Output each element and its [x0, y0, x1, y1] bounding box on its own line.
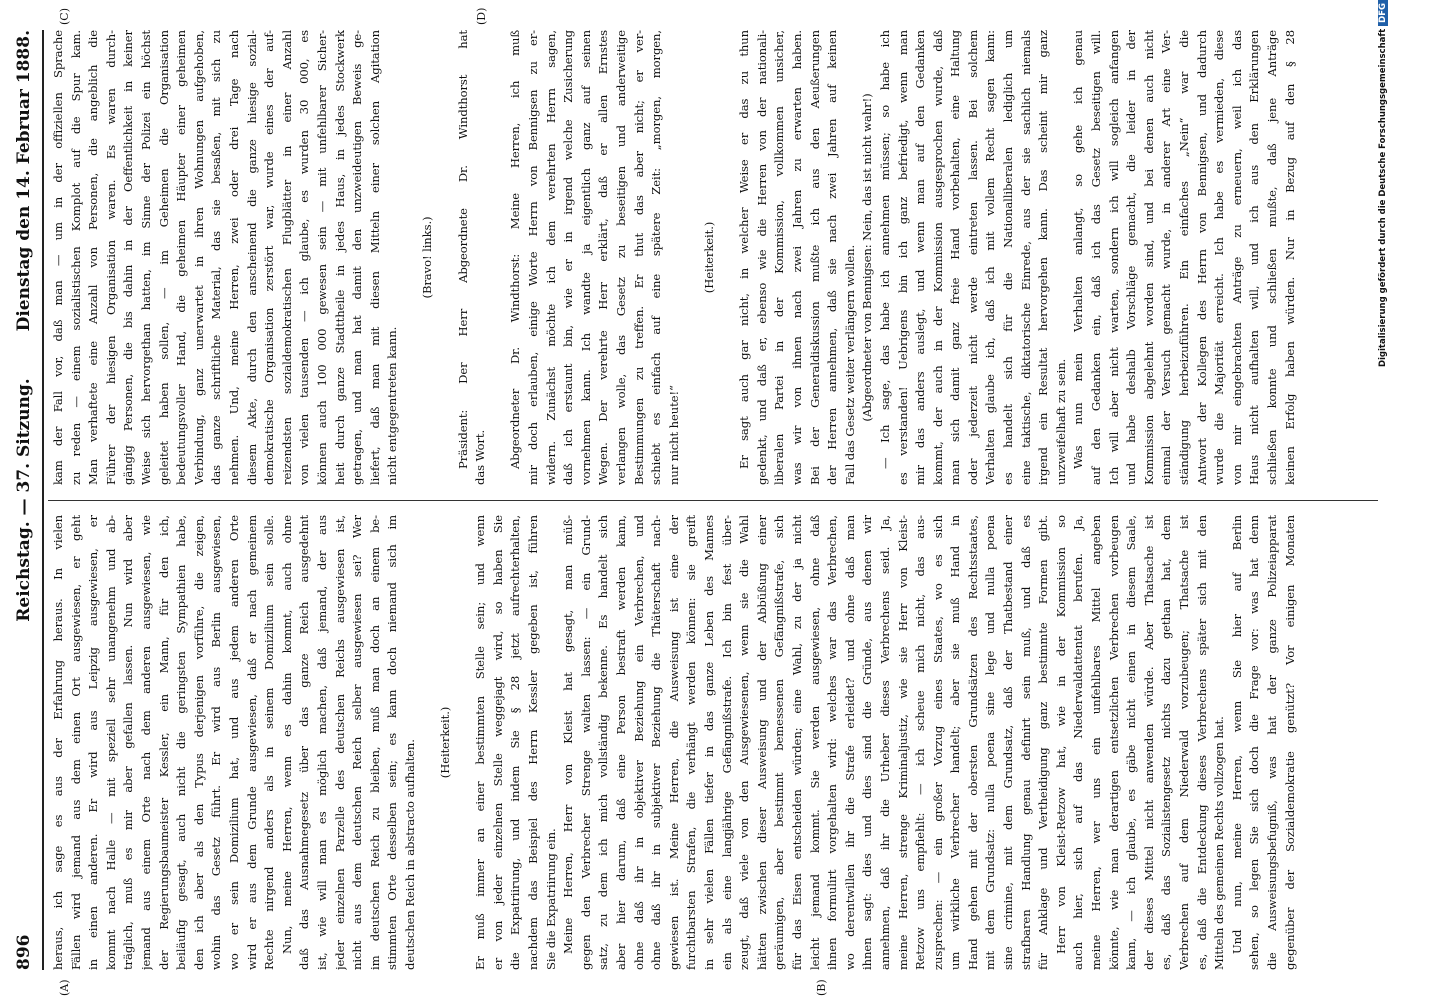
text-line: deutschen Reich in abstracto aufhalten. [402, 739, 417, 970]
text-line: meine Herren, strenge Kriminaljustiz, wie sie Herr von Kleist- [895, 515, 910, 970]
text-line: Mitteln des gemeinen Rechts vollzogen hat. [1212, 716, 1227, 970]
text-line: kam der Fall vor, daß man — um in der offiziellen Sprache [51, 30, 65, 485]
text-line: gängig Personen, die bis dahin in der Oeffentlichkeit in keiner [121, 30, 136, 485]
running-title: Reichstag. — 37. Sitzung. [14, 378, 34, 622]
text-line: für Anklage und Vertheidigung ganz bestimmte Formen gibt. [1036, 515, 1051, 970]
credit-text: Digitalisierung gefördert durch die Deutsche Forschungsgemeinschaft [1378, 28, 1388, 368]
text-line [683, 30, 701, 485]
text-line: von vielen tausenden — ich glaube, es wurden 30 000, es [297, 30, 312, 485]
text-line: Und nun, meine Herren, wenn Sie hier auf Berlin [1229, 515, 1244, 954]
text-line: es, daß die Entdeckung dieses Verbrechens später sich mit den [1194, 515, 1209, 970]
text-line: Verhalten glaube ich, daß ich mit vollem Recht sagen kann: [983, 30, 998, 485]
text-line: ihnen formulirt vorgehalten wird: welches war das Verbrechen, [825, 515, 840, 970]
text-line: Führer der hiesigen Organisation waren. Es waren durch- [103, 30, 118, 485]
text-line: wurde die Majorität erreicht. Ich habe es vermieden, diese [1212, 30, 1227, 485]
text-line: um wirkliche Verbrecher handelt; aber sie muß Hand in [948, 515, 963, 970]
margin-mark-b: (B) [815, 979, 828, 996]
text-line: Weise sich hervorgethan hatten, im Sinne der Polizei ein höchst [138, 30, 153, 485]
text-line: (Abgeordneter von Bennigsen: Nein, das ist nicht wahr!) [860, 93, 875, 422]
text-line: Nun, meine Herren, wenn es dahin kommt, auch ohne [279, 515, 294, 954]
text-line: liefert, daß man mit diesen Mitteln einer solchen Agitation [367, 30, 382, 485]
text-line: ist, wie will man es möglich machen, daß jemand, der aus [314, 515, 329, 970]
text-line: eine taktische, diktatorische Einrede, aus der sie sachlich niemals [1018, 30, 1033, 485]
text-line: oder jederzeit nicht werde eintreten lassen. Bei solchem [965, 30, 980, 485]
text-line: (Bravo! links.) [420, 216, 435, 299]
text-line: könnte, wie man derartigen entsetzlichen Verbrechen vorbeugen [1106, 515, 1121, 970]
text-line: Wegen. Der verehrte Herr erklärt, daß er allen Ernstes [596, 30, 611, 485]
text-line: Herr von Kleist-Retzow hat, wie in der Kommission so [1053, 515, 1068, 954]
text-line: die Expatriirung, und indem Sie § 28 jetzt aufrechterhalten, [508, 515, 523, 970]
text-line: Antwort der Kollegen des Herrn von Bennigsen, und dadurch [1194, 30, 1209, 485]
text-line: zeugt, daß viele von den Ausgewiesenen, wenn sie die Wahl [737, 515, 752, 970]
text-line: für das Eisen entscheiden würden; eine Wahl, zu der ja nicht [789, 515, 804, 970]
text-line: strafbaren Handlung genau definirt sein muß, und daß es [1018, 515, 1033, 970]
text-line: von mir eingebrachten Anträge zu erneuern, weil ich das [1229, 30, 1244, 485]
text-line: demokratische Organisation zerstört war, wurde eines der auf- [262, 30, 277, 485]
text-line: können auch 100 000 gewesen sein — mit unfehlbarer Sicher- [314, 30, 329, 485]
page-number: 896 [14, 934, 34, 970]
text-line: sehen, so legen Sie sich doch die Frage vor: was hat denn [1247, 515, 1262, 970]
text-line: Bestimmungen zu treffen. Er thut das aber nicht; er ver- [631, 30, 646, 485]
text-line: mir das anders auslegt, und wenn man auf den Gedanken [913, 30, 928, 485]
text-line: Verbindung, ganz unerwartet in ihren Wohnungen aufgehoben, [191, 30, 206, 485]
text-line: Fällen wird jemand aus dem einen Ort ausgewiesen, er geht [68, 515, 83, 970]
text-line: Bei der Generaldiskussion mußte ich aus den Aeußerungen [807, 30, 822, 485]
text-line: Verbrechen auf dem Niederwald vorzubeugen; Thatsache ist [1177, 515, 1191, 970]
text-line: jeder einzelnen Parzelle des deutschen Reichs ausgewiesen ist, [332, 515, 347, 970]
text-line: Abgeordneter Dr. Windthorst: Meine Herren, ich muß [508, 30, 523, 469]
text-line: nehmen. Und, meine Herren, zwei oder drei Tage nach [226, 30, 241, 485]
text-line: Meine Herren, Herr von Kleist hat gesagt, man müß- [561, 515, 576, 954]
text-line: wo derentwillen ihr die Strafe erleidet? und ohne daß man [842, 515, 857, 970]
text-line: satz, zu dem ich mich vollständig bekenne. Es handelt sich [596, 515, 611, 970]
text-line: irgend ein Resultat hervorgehen kann. Das scheint mir ganz [1036, 30, 1051, 485]
text-line: annehmen, daß ihr die Urheber dieses Verbrechens seid. Ja, [877, 515, 892, 970]
text-line: er von jeder einzelnen Stelle weggejagt wird, so haben Sie [490, 515, 505, 970]
text-line: stimmten Orte desselben sein; es kann doch niemand sich im [385, 515, 400, 970]
text-line: mir doch erlauben, einige Worte Herrn von Bennigsen zu er- [526, 30, 541, 485]
text-line: schließen konnte und schließen mußte, daß jene Anträge [1264, 30, 1279, 485]
left-column [50, 515, 1380, 970]
text-line: ohne daß ihr in subjektiver Beziehung die Thäterschaft nach- [649, 515, 664, 970]
text-line: gewiesen ist. Meine Herren, die Ausweisung ist eine der [666, 515, 681, 970]
text-line [455, 515, 473, 970]
text-line: gegen den Verbrecher Strenge walten lassen: — ein Grund- [578, 515, 593, 970]
text-line: gedenkt, und daß er, ebenso wie die Herren von der nationali- [754, 30, 769, 485]
margin-mark-c: (C) [58, 8, 71, 25]
text-line: — Ich sage, das habe ich annehmen müssen; so habe ich [877, 30, 892, 469]
text-line: das Wort. [473, 429, 488, 485]
text-line: leicht jemand kommt. Sie werden ausgewiesen, ohne daß [807, 515, 822, 970]
text-line: Er sagt auch gar nicht, in welcher Weise er das zu thun [737, 30, 752, 469]
text-line: auf den Gedanken ein, daß ich das Gesetz beseitigen will. [1089, 30, 1104, 485]
text-line [719, 30, 737, 485]
text-line: das ganze schriftliche Material, das sie besaßen, mit sich zu [209, 30, 224, 485]
column-divider [48, 500, 1378, 501]
text-line: die Ausweisungsbefugniß, was hat der ganze Polizeiapparat [1264, 515, 1279, 970]
text-line: daß ich erstaunt bin, wie er in irgend welche Zusicherung [561, 30, 576, 485]
session-date: Dienstag den 14. Februar 1888. [14, 30, 34, 332]
text-line: diesem Akte, durch den anscheinend die ganze hiesige sozial- [244, 30, 259, 485]
text-line: der dieses Mittel nicht anwenden würde. Aber Thatsache ist [1141, 515, 1156, 970]
text-line: Man verhaftete eine Anzahl von Personen, die angeblich die [86, 30, 101, 485]
text-line: wird er aus dem Grunde ausgewiesen, daß er nach gemeinem [244, 515, 259, 970]
text-line: gegenüber der Sozialdemokratie genützt? Vor einigen Monaten [1282, 515, 1297, 970]
dfg-logo: DFG [1378, 0, 1388, 26]
text-line: in einen anderen. Er wird aus Leipzig ausgewiesen, er [86, 515, 101, 970]
text-line: unzweifelhaft zu sein. [1053, 358, 1068, 485]
text-line: es, daß das Sozialistengesetz nichts dazu gethan hat, dem [1159, 515, 1174, 970]
header-rule [42, 30, 44, 970]
text-line: verlangen wolle, das Gesetz zu beseitigen und anderweitige [614, 30, 628, 485]
text-line: wo er sein Domizilium hat, und aus jedem anderen Orte [226, 515, 241, 970]
text-line: kommt nach Halle — mit speziell sehr unangenehm und ab- [103, 515, 118, 970]
text-line: schiebt es einfach auf eine spätere Zeit: „morgen, morgen, [649, 30, 664, 485]
digitization-credit [1378, 0, 1388, 400]
text-line: wohin das Gesetz führt. Er wird aus Berlin ausgewiesen, [209, 515, 224, 970]
text-line: jemand aus einem Orte nach dem anderen ausgewiesen, wie [138, 515, 153, 970]
text-line: getragen, und man hat damit den unzweideutigen Beweis ge- [350, 30, 365, 485]
text-line: und habe deshalb Vorschläge gemacht, die leider in der [1124, 30, 1139, 485]
text-line: ihnen sagt: dies und dies sind die Gründe, aus denen wir [860, 515, 875, 970]
text-line: einmal der Versuch gemacht wurde, in anderer Art eine Ver- [1159, 30, 1174, 485]
text-line: geleitet haben sollen, — im Geheimen die Organisation [156, 30, 171, 485]
text-line: ein als eine langjährige Gefängnißstrafe. Ich bin fest über- [719, 515, 734, 970]
text-line: es verstanden! Uebrigens bin ich ganz befriedigt, wenn man [895, 30, 910, 485]
text-line: nicht aus dem deutschen Reich selber ausgewiesen sei? Wer [350, 515, 365, 970]
text-line: Haus nicht aufhalten will, und ich aus den Erklärungen [1247, 30, 1262, 485]
text-line: furchtbarsten Strafen, die verhängt werden können: sie greift [684, 515, 699, 970]
text-line: Sie die Expatriirung ein. [543, 828, 558, 970]
text-line: aber hier darum, daß eine Person bestraft werden kann, [614, 515, 628, 970]
text-line: Fall das Gesetz weiter verlängern wollen. [842, 244, 857, 485]
text-line: der Regierungsbaumeister Kessler, ein Mann, für den ich, [156, 515, 171, 970]
text-line: Hand gehen mit der obersten Grundsätzen des Rechtsstaates, [965, 515, 980, 970]
margin-mark-a: (A) [58, 979, 71, 996]
text-line: mit dem Grundsatz: nulla poena sine lege und nulla poena [983, 515, 998, 970]
page-header [14, 30, 42, 970]
text-line: nicht entgegentreten kann. [385, 326, 400, 485]
text-line [490, 30, 508, 485]
text-line: bedeutungsvoller Hand, die geheimen Häupter einer geheimen [174, 30, 189, 485]
text-line: heraus, ich sage es aus der Erfahrung heraus. In vielen [51, 515, 65, 970]
text-line [437, 30, 455, 485]
text-line: vornehmen kann. Ich wandte ja eigentlich ganz auf seinen [578, 30, 593, 485]
text-line: zusprechen: — ein großer Vorzug eines Staates, wo es sich [930, 515, 945, 970]
margin-mark-d: (D) [475, 7, 488, 25]
text-line: der Herren annehmen, daß sie nach zwei Jahren auf keinen [825, 30, 840, 485]
text-line: Kommission abgelehnt worden sind, und bei denen auch nicht [1141, 30, 1156, 485]
text-line: sine crimine, mit dem Grundsatz, daß der Thatbestand einer [1001, 515, 1016, 970]
text-line: in sehr vielen Fällen tiefer in das ganze Leben des Mannes [701, 515, 716, 970]
text-line: kommt, der auch in der Kommission ausgesprochen wurde, daß [930, 30, 945, 485]
text-line: Retzow uns empfiehlt: — ich scheue mich nicht, das aus- [913, 515, 928, 970]
text-line: man sich damit ganz freie Hand vorbehalten, eine Haltung [948, 30, 963, 485]
text-line: (Heiterkeit.) [438, 706, 453, 779]
text-line: meine Herren, wer uns ein unfehlbares Mittel angeben [1089, 515, 1104, 970]
text-line: Rechte nirgend anders als in seinem Domizilium sein solle. [262, 515, 277, 970]
text-line: (Heiterkeit.) [701, 221, 716, 294]
text-line: daß das Ausnahmegesetz über das ganze Reich ausgedehnt [297, 515, 312, 970]
right-column [50, 30, 1380, 485]
text-line [402, 30, 420, 485]
text-line: ohne daß ihr in objektiver Beziehung ein Verbrechen, und [631, 515, 646, 970]
text-line: im deutschen Reich zu bleiben, muß man doch an einem be- [367, 515, 382, 970]
text-line: Was nun mein Verhalten anlangt, so gehe ich genau [1071, 30, 1086, 469]
text-line: hätten zwischen dieser Ausweisung und der Abbüßung einer [754, 515, 769, 970]
text-line: keinen Erfolg haben würden. Nur in Bezug auf den § 28 [1282, 30, 1297, 485]
text-line: Präsident: Der Herr Abgeordnete Dr. Windthorst hat [455, 30, 470, 469]
text-line: widern. Zunächst möchte ich dem verehrten Herrn sagen, [543, 30, 558, 485]
text-line: nur nicht heute!“ [666, 385, 681, 485]
text-line: träglich, muß es mir aber gefallen lassen. Nun wird aber [121, 515, 136, 970]
text-line: liberalen Partei in der Kommission, vollkommen unsicher, [772, 30, 787, 485]
text-line: zu reden — einem sozialistischen Komplot auf die Spur kam. [68, 30, 83, 485]
text-line: es handelt sich für die Nationalliberalen lediglich um [1001, 30, 1016, 485]
text-line: beiläufig gesagt, auch nicht die geringsten Sympathien habe, [174, 515, 189, 970]
text-line: reizendsten sozialdemokratischen Flugblätter in einer Anzahl [279, 30, 294, 485]
text-line: auch hier, sich auf das Niederwaldattentat berufen. Ja, [1071, 515, 1086, 970]
text-line: den ich aber als den Typus derjenigen vorführe, die zeigen, [191, 515, 206, 970]
text-line: ständigung herbeizuführen. Ein einfaches „Nein“ war die [1177, 30, 1191, 485]
text-line [419, 515, 437, 970]
text-line: heit durch ganze Stadttheile in jedes Haus, in jedes Stockwerk [332, 30, 347, 485]
text-line: was wir von ihnen nach zwei Jahren zu erwarten haben. [789, 30, 804, 485]
text-line: Er muß immer an einer bestimmten Stelle sein; und wenn [473, 515, 488, 970]
text-line: nachdem das Beispiel des Herrn Kessler gegeben ist, führen [526, 515, 541, 970]
text-line: Ich will aber nicht warten, sondern ich will sogleich anfangen [1106, 30, 1121, 485]
text-line: geräumigen, aber bestimmt bemessenen Gefängnißstrafe, sich [772, 515, 787, 970]
text-line: kann, — ich glaube, es gäbe nicht einen in diesem Saale, [1124, 515, 1139, 970]
